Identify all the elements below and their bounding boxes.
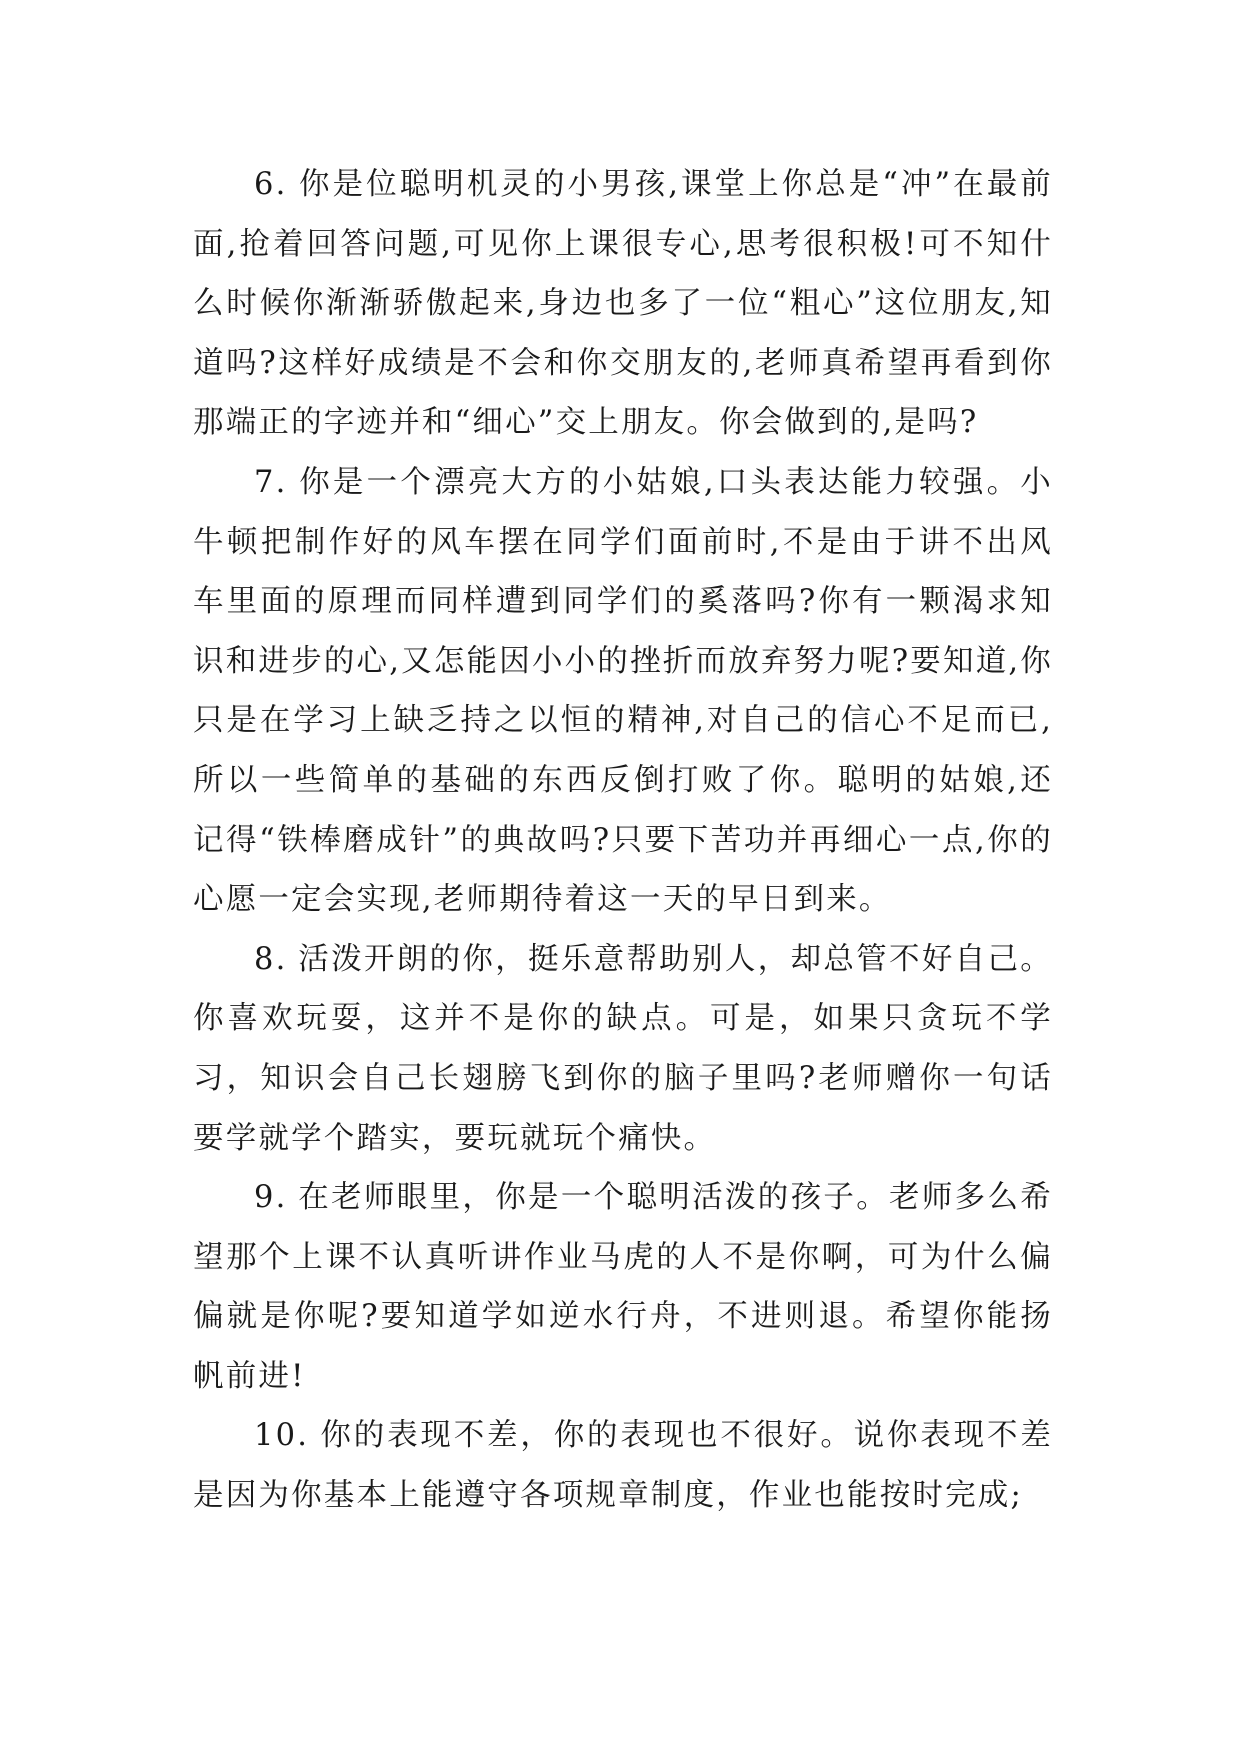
paragraph-number: 10.	[254, 1418, 310, 1454]
paragraph-number: 8.	[254, 941, 288, 977]
paragraph-6	[193, 155, 1053, 453]
paragraph-7	[193, 453, 1053, 930]
paragraph-text: 你是位聪明机灵的小男孩,课堂上你总是“冲”在最前面,抢着回答问题,可见你上课很专心,思考很积极!可不知什么时候你渐渐骄傲起来,身边也多了一位“粗心”这位朋友,知道吗?这样好成绩是不会和你交朋友的,老师真希望再看到你那端正的字迹并和“细心”交上朋友。你会做到的,是吗?	[193, 167, 1053, 441]
paragraph-text: 在老师眼里，你是一个聪明活泼的孩子。老师多么希望那个上课不认真听讲作业马虎的人不是你啊，可为什么偏偏就是你呢?要知道学如逆水行舟，不进则退。希望你能扬帆前进!	[193, 1180, 1053, 1394]
paragraph-10	[193, 1406, 1053, 1525]
paragraph-text: 你是一个漂亮大方的小姑娘,口头表达能力较强。小牛顿把制作好的风车摆在同学们面前时,不是由于讲不出风车里面的原理而同样遭到同学们的奚落吗?你有一颗渴求知识和进步的心,又怎能因小小的挫折而放弃努力呢?要知道,你只是在学习上缺乏持之以恒的精神,对自己的信心不足而已,所以一些简单的基础的东西反倒打败了你。聪明的姑娘,还记得“铁棒磨成针”的典故吗?只要下苦功并再细心一点,你的心愿一定会实现,老师期待着这一天的早日到来。	[193, 464, 1053, 918]
paragraph-number: 9.	[254, 1180, 288, 1216]
paragraph-number: 6.	[254, 167, 288, 202]
paragraph-number: 7.	[254, 464, 288, 500]
document-body	[193, 155, 1053, 1526]
paragraph-8	[193, 930, 1053, 1168]
paragraph-text: 你的表现不差，你的表现也不很好。说你表现不差是因为你基本上能遵守各项规章制度，作业也能按时完成;	[193, 1418, 1053, 1514]
paragraph-text: 活泼开朗的你，挺乐意帮助别人，却总管不好自己。你喜欢玩耍，这并不是你的缺点。可是，如果只贪玩不学习，知识会自己长翅膀飞到你的脑子里吗?老师赠你一句话要学就学个踏实，要玩就玩个痛快。	[193, 941, 1053, 1156]
paragraph-9	[193, 1168, 1053, 1406]
